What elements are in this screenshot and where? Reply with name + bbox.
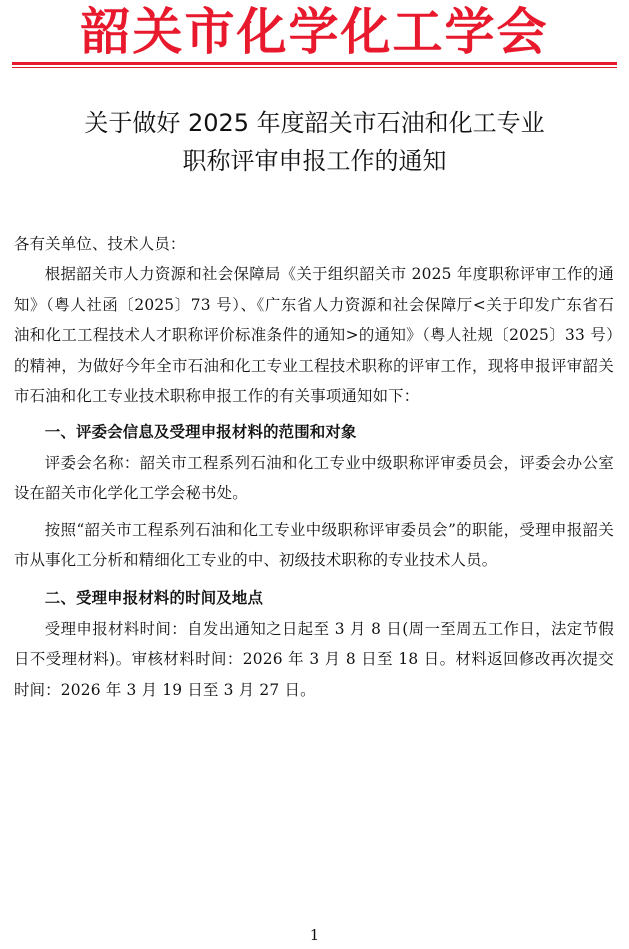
section-1-paragraph-1: 评委会名称：韶关市工程系列石油和化工专业中级职称评审委员会，评委会办公室设在韶关市化学化工学会秘书处。 bbox=[14, 453, 614, 503]
salutation: 各有关单位、技术人员： bbox=[14, 235, 186, 253]
section-1-paragraph-2: 按照“韶关市工程系列石油和化工专业中级职称评审委员会”的职能，受理申报韶关市从事化工分析和精细化工专业的中、初级技术职称的专业技术人员。 bbox=[14, 520, 614, 570]
section-2-heading: 二、受理申报材料的时间及地点 bbox=[44, 589, 264, 608]
page-number: 1 bbox=[309, 926, 320, 944]
masthead-rule-thin bbox=[12, 67, 617, 68]
document-title-line-2: 职称评审申报工作的通知 bbox=[182, 147, 447, 175]
masthead-org-name: 韶关市化学化工学会 bbox=[80, 2, 549, 61]
document-title bbox=[0, 104, 629, 180]
document-body bbox=[14, 229, 614, 705]
intro-paragraph: 根据韶关市人力资源和社会保障局《关于组织韶关市 2025 年度职称评审工作的通知》（粤人社函〔2025〕73 号）、《广东省人力资源和社会保障厅<关于印发广东省石油和化工工程技术人才职称评价标准条件的通知>的通知》（粤人社规〔2025〕33 号）的精神，为做好今年全市石油和化工专业工程技术职称的评审工作，现将申报评审韶关市石油和化工专业技术职称申报工作的有关事项通知如下： bbox=[14, 265, 614, 406]
masthead-rule-thick bbox=[12, 62, 617, 65]
document-title-line-1: 关于做好 2025 年度韶关市石油和化工专业 bbox=[84, 109, 545, 137]
section-1-heading: 一、评委会信息及受理申报材料的范围和对象 bbox=[44, 423, 357, 442]
section-2-paragraph-1: 受理申报材料时间：自发出通知之日起至 3 月 8 日(周一至周五工作日，法定节假日不受理材料)。审核材料时间：2026 年 3 月 8 日至 18 日。材料返回修改再次提交时间：2026 年 3 月 19 日至 3 月 27 日。 bbox=[14, 619, 614, 699]
